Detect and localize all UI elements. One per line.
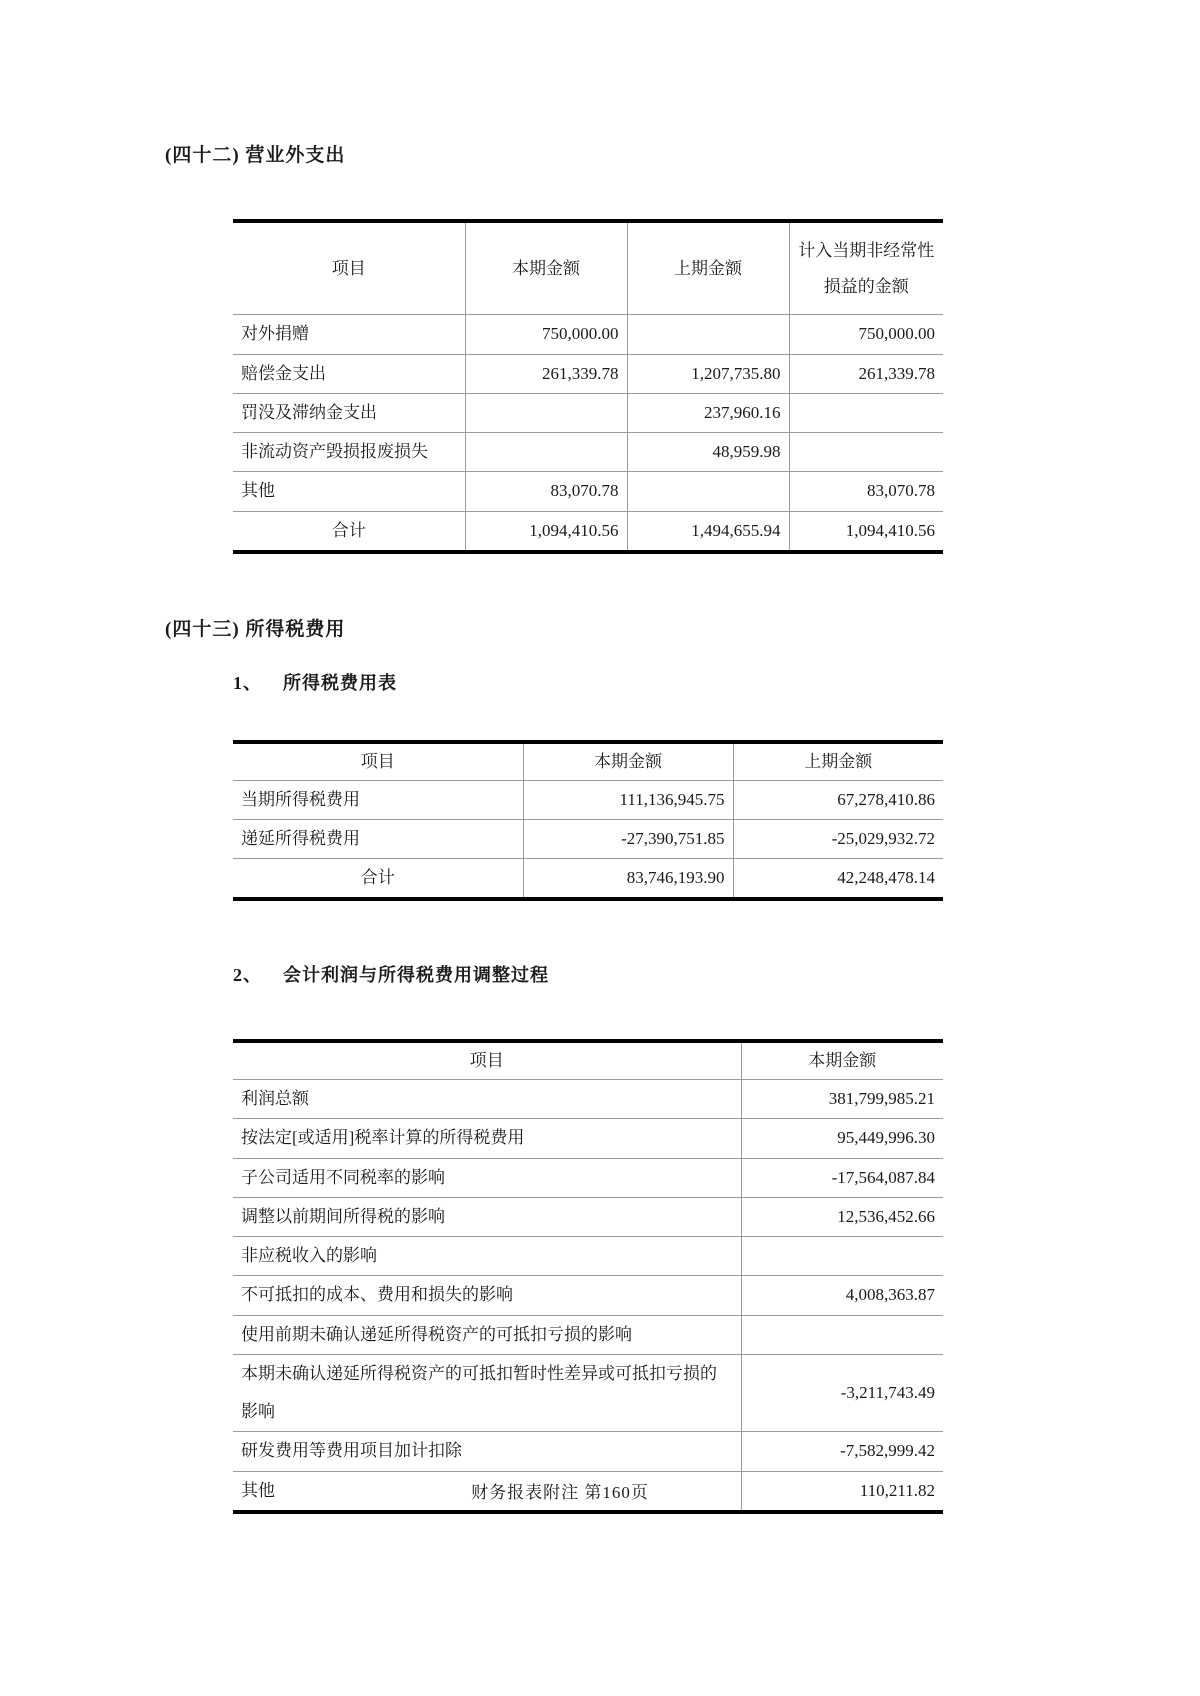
total-nonrecurring-amount: 1,094,410.56 [789,511,943,552]
total-current-amount: 1,094,410.56 [465,511,627,552]
item-label: 子公司适用不同税率的影响 [233,1158,741,1197]
item-label: 当期所得税费用 [233,780,523,819]
prior-amount [627,315,789,354]
table-row [233,1119,943,1158]
table-row [233,393,943,432]
nonrecurring-amount: 83,070.78 [789,472,943,511]
current-amount: 83,070.78 [465,472,627,511]
item-label: 赔偿金支出 [233,354,465,393]
table-row [233,780,943,819]
item-label: 利润总额 [233,1080,741,1119]
table-row [233,433,943,472]
item-label: 非应税收入的影响 [233,1237,741,1276]
total-prior-amount: 1,494,655.94 [627,511,789,552]
subsection-1-number: 1、 [233,672,262,693]
income-tax-expense-table [233,740,943,901]
item-label: 按法定[或适用]税率计算的所得税费用 [233,1119,741,1158]
current-amount: 12,536,452.66 [741,1197,943,1236]
table-row [233,1080,943,1119]
current-amount: 381,799,985.21 [741,1080,943,1119]
header-cell-current-amount: 本期金额 [465,221,627,315]
nonrecurring-amount [789,433,943,472]
table-row [233,354,943,393]
section-43-heading: (四十三) 所得税费用 [165,618,346,640]
subsection-2-heading [233,961,955,987]
header-cell-prior-amount: 上期金额 [733,742,943,780]
item-label: 其他 [233,472,465,511]
section-42-heading: (四十二) 营业外支出 [165,145,346,166]
prior-amount: 1,207,735.80 [627,354,789,393]
table-row [233,1432,943,1471]
header-cell-item: 项目 [233,1041,741,1079]
prior-amount: -25,029,932.72 [733,819,943,858]
header-cell-item: 项目 [233,221,465,315]
total-label: 合计 [331,520,366,540]
header-cell-nonrecurring-amount: 计入当期非经常性损益的金额 [789,221,943,315]
table-header-row [233,742,943,780]
table-header-row [233,221,943,315]
subsection-1-title: 所得税费用表 [283,672,397,693]
table-total-row [233,511,943,552]
current-amount [741,1315,943,1354]
current-amount: 750,000.00 [465,315,627,354]
current-amount: 95,449,996.30 [741,1119,943,1158]
non-operating-expenses-table [233,219,943,554]
item-label: 研发费用等费用项目加计扣除 [233,1432,741,1471]
current-amount: -3,211,743.49 [741,1354,943,1432]
header-cell-current-amount: 本期金额 [741,1041,943,1079]
prior-amount: 48,959.98 [627,433,789,472]
total-label: 合计 [360,868,395,888]
table-row [233,1315,943,1354]
table-row [233,1237,943,1276]
current-amount: 110,211.82 [741,1471,943,1512]
item-label: 使用前期未确认递延所得税资产的可抵扣亏损的影响 [233,1315,741,1354]
current-amount: -17,564,087.84 [741,1158,943,1197]
current-amount: 261,339.78 [465,354,627,393]
current-amount: -7,582,999.42 [741,1432,943,1471]
current-amount [741,1237,943,1276]
table-row [233,315,943,354]
table-row [233,472,943,511]
page-footer: 财务报表附注 第160页 [471,1483,649,1502]
item-label: 罚没及滞纳金支出 [233,393,465,432]
header-cell-prior-amount: 上期金额 [627,221,789,315]
table-row [233,1276,943,1315]
prior-amount: 237,960.16 [627,393,789,432]
item-label: 对外捐赠 [233,315,465,354]
current-amount: 4,008,363.87 [741,1276,943,1315]
item-label: 不可抵扣的成本、费用和损失的影响 [233,1276,741,1315]
item-label: 非流动资产毁损报废损失 [233,433,465,472]
header-cell-current-amount: 本期金额 [523,742,733,780]
item-label: 其他 [241,1480,275,1500]
prior-amount: 67,278,410.86 [733,780,943,819]
item-label: 递延所得税费用 [233,819,523,858]
current-amount [465,393,627,432]
tax-reconciliation-table [233,1039,943,1513]
item-label: 调整以前期间所得税的影响 [233,1197,741,1236]
subsection-2-title: 会计利润与所得税费用调整过程 [283,965,549,986]
table-total-row [233,859,943,900]
subsection-1-heading [233,669,955,695]
table-row [233,819,943,858]
nonrecurring-amount [789,393,943,432]
table-row [233,1354,943,1432]
current-amount: -27,390,751.85 [523,819,733,858]
table-row [233,1197,943,1236]
subsection-2-number: 2、 [233,965,262,986]
nonrecurring-amount: 750,000.00 [789,315,943,354]
table-row [233,1158,943,1197]
nonrecurring-amount: 261,339.78 [789,354,943,393]
header-cell-item: 项目 [233,742,523,780]
current-amount: 111,136,945.75 [523,780,733,819]
item-label: 本期未确认递延所得税资产的可抵扣暂时性差异或可抵扣亏损的影响 [233,1354,741,1432]
total-prior-amount: 42,248,478.14 [733,859,943,900]
page-content [165,140,955,1514]
prior-amount [627,472,789,511]
total-current-amount: 83,746,193.90 [523,859,733,900]
table-header-row [233,1041,943,1079]
current-amount [465,433,627,472]
